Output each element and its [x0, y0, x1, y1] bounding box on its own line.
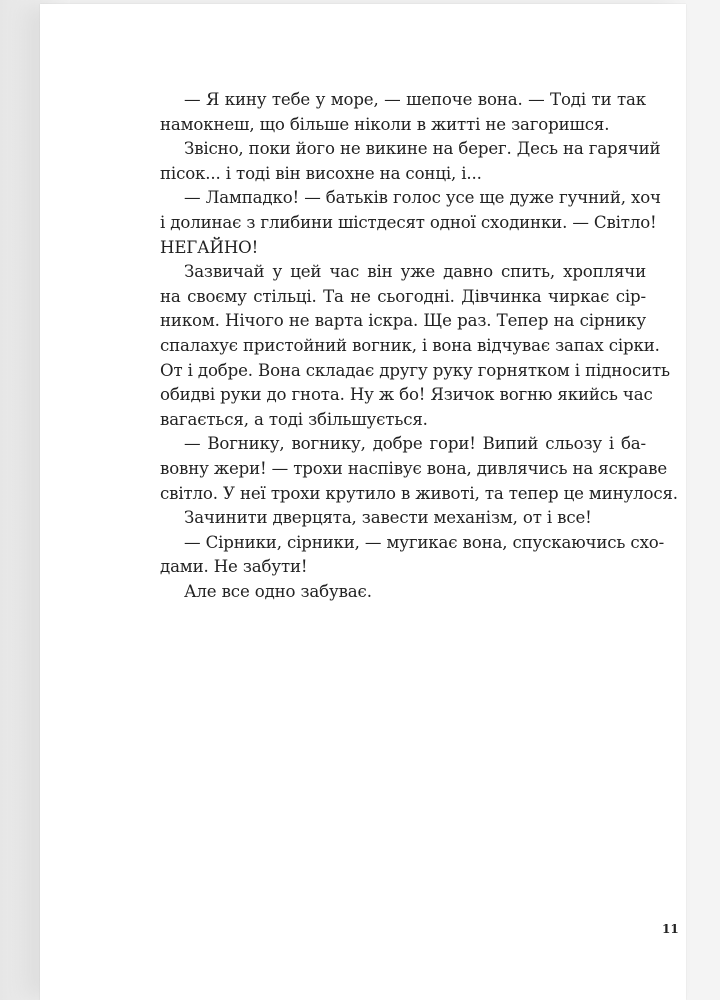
text-line: вагається, а тоді збільшується.: [160, 409, 428, 429]
text-line: Зазвичай у цей час він уже давно спить, хроплячи: [184, 262, 646, 282]
text-line: — Вогнику, вогнику, добре гори! Випий сльозу і ба-: [184, 434, 646, 454]
text-line: Зачинити дверцята, завести механізм, от і все!: [184, 508, 592, 528]
text-line: спалахує пристойний вогник, і вона відчуває запах сірки.: [160, 335, 660, 355]
text-line: — Я кину тебе у море, — шепоче вона. — Тоді ти так: [184, 90, 646, 109]
text-line: на своєму стільці. Та не сьогодні. Дівчинка чиркає сір-: [160, 286, 646, 306]
text-line: пісок... і тоді він висохне на сонці, і...: [160, 163, 482, 183]
text-line: Звісно, поки його не викине на берег. Десь на гарячий: [184, 139, 661, 159]
text-line: От і добре. Вона складає другу руку горнятком і підносить: [160, 360, 670, 380]
text-line: — Сірники, сірники, — мугикає вона, спускаючись схо-: [184, 532, 665, 552]
text-line: вовну жери! — трохи наспівує вона, дивлячись на яскраве: [160, 458, 668, 478]
text-line: і долинає з глибини шістдесят одної сходинки. — Світло!: [160, 212, 657, 232]
text-line: обидві руки до гнота. Ну ж бо! Язичок вогню якийсь час: [160, 385, 653, 405]
text-line: дами. Не забути!: [160, 557, 308, 577]
text-line: НЕГАЙНО!: [160, 237, 259, 257]
page-number: 11: [662, 922, 679, 936]
text-line: Але все одно забуває.: [184, 581, 372, 601]
text-line: ником. Нічого не варта іскра. Ще раз. Тепер на сірнику: [160, 311, 646, 331]
book-page: [40, 4, 686, 1000]
text-line: намокнеш, що більше ніколи в житті не загоришся.: [160, 114, 610, 134]
text-line: світло. У неї трохи крутило в животі, та тепер це минулося.: [160, 483, 678, 503]
text-line: — Лампадко! — батьків голос усе ще дуже гучний, хоч: [184, 188, 661, 208]
body-text: [160, 88, 678, 604]
